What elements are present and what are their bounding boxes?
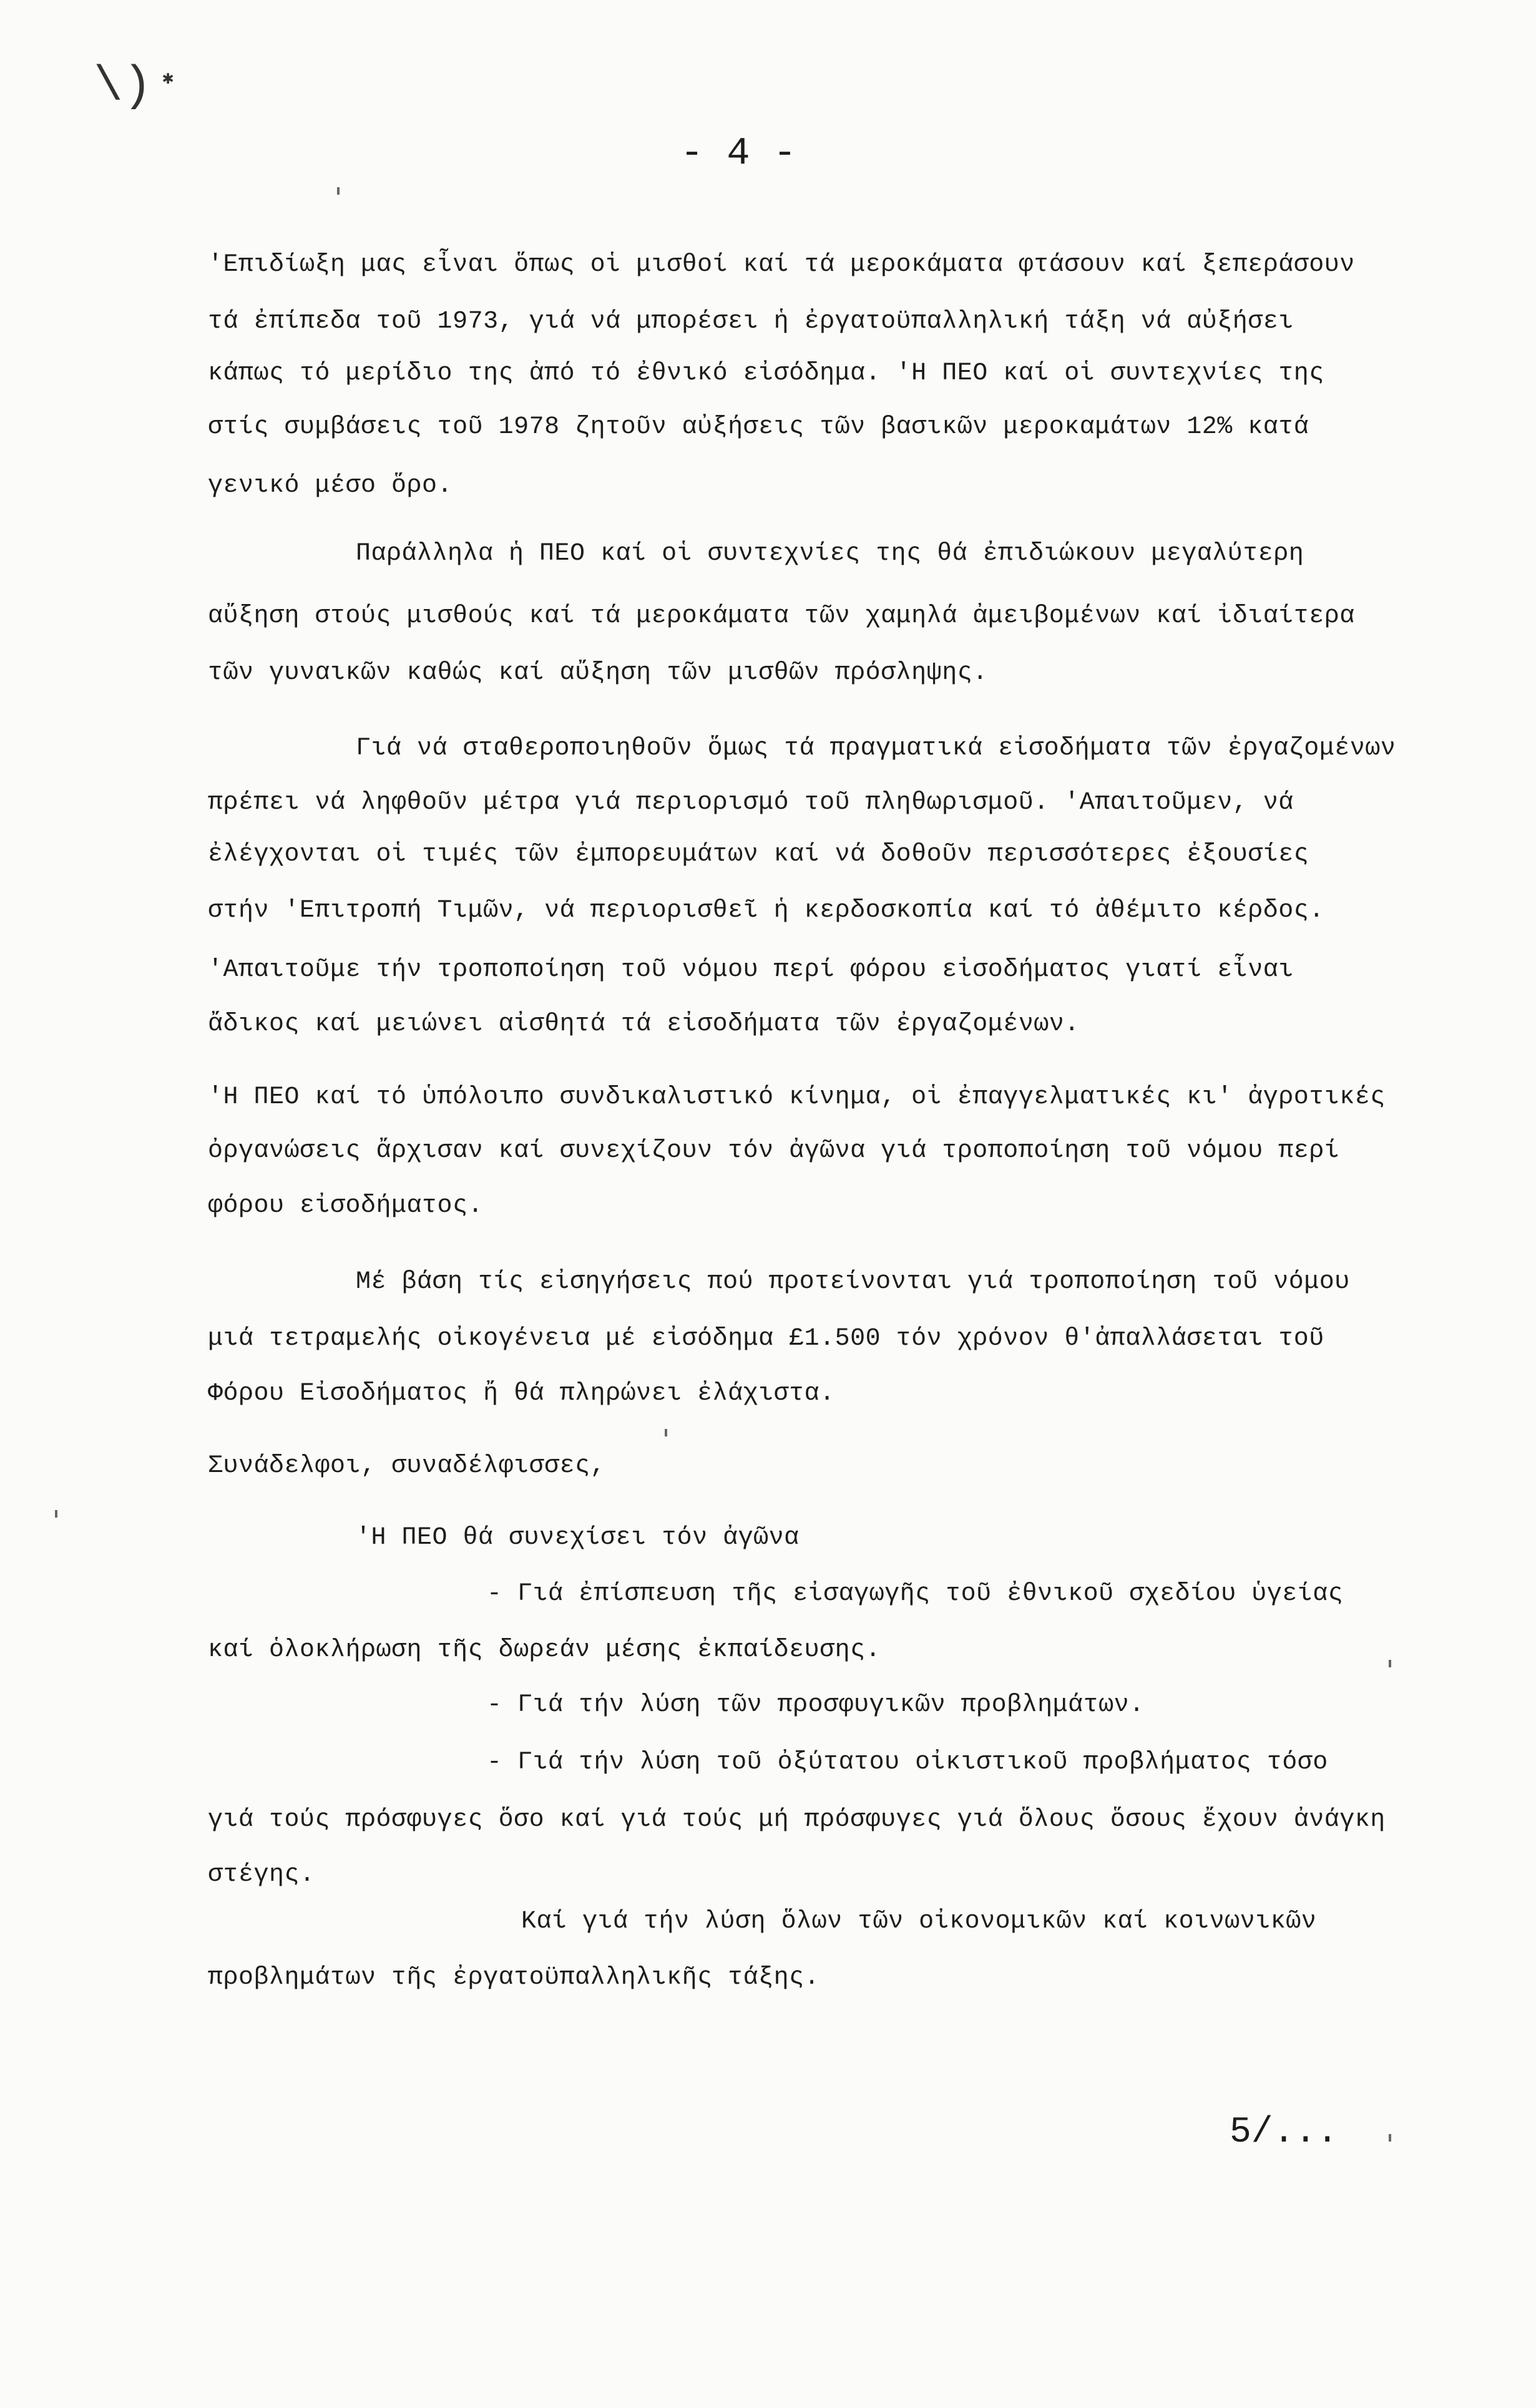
continuation-ref: 5/... xyxy=(1230,2112,1339,2153)
text-line: Παράλληλα ἡ ΠΕΟ καί οἱ συντεχνίες της θά ἐπιδιώκουν μεγαλύτερη xyxy=(356,540,1304,568)
text-line: φόρου εἰσοδήματος. xyxy=(208,1192,484,1220)
text-line: Καί γιά τήν λύση ὅλων τῶν οἰκονομικῶν καί κοινωνικῶν xyxy=(521,1908,1317,1936)
text-line: Γιά νά σταθεροποιηθοῦν ὅμως τά πραγματικά εἰσοδήματα τῶν ἐργαζομένων xyxy=(356,734,1396,763)
text-line: γενικό μέσο ὅρο. xyxy=(208,472,453,500)
text-line: ἐλέγχονται οἱ τιμές τῶν ἐμπορευμάτων καί νά δοθοῦν περισσότερες ἐξουσίες xyxy=(208,841,1309,869)
text-line: 'Απαιτοῦμε τήν τροποποίηση τοῦ νόμου περί φόρου εἰσοδήματος γιατί εἶναι xyxy=(208,956,1294,984)
text-line: μιά τετραμελής οἰκογένεια μέ εἰσόδημα £1.500 τόν χρόνον θ'ἀπαλλάσεται τοῦ xyxy=(208,1325,1324,1353)
text-line: ὀργανώσεις ἄρχισαν καί συνεχίζουν τόν ἀγῶνα γιά τροποποίηση τοῦ νόμου περί xyxy=(208,1137,1340,1165)
text-line: 'Η ΠΕΟ θά συνεχίσει τόν ἀγῶνα xyxy=(356,1524,800,1552)
text-line: Μέ βάση τίς εἰσηγήσεις πού προτείνονται γιά τροποποίηση τοῦ νόμου xyxy=(356,1268,1350,1296)
scan-speck xyxy=(665,1429,667,1436)
text-line: κάπως τό μερίδιο της ἀπό τό ἐθνικό εἰσόδημα. 'Η ΠΕΟ καί οἱ συντεχνίες της xyxy=(208,359,1324,388)
text-line: προβλημάτων τῆς ἐργατοϋπαλληλικῆς τάξης. xyxy=(208,1964,820,1992)
text-line: στέγης. xyxy=(208,1861,315,1889)
text-line: Φόρου Εἰσοδήματος ἤ θά πληρώνει ἐλάχιστα. xyxy=(208,1380,835,1408)
asterisk-mark-icon: ✱ xyxy=(162,69,174,90)
list-item: - Γιά τήν λύση τῶν προσφυγικῶν προβλημάτων. xyxy=(487,1691,1145,1719)
text-line: 'Η ΠΕΟ καί τό ὑπόλοιπο συνδικαλιστικό κίνημα, οἱ ἐπαγγελματικές κι' ἀγροτικές xyxy=(208,1083,1386,1111)
text-line: αὔξηση στούς μισθούς καί τά μεροκάματα τῶν χαμηλά ἀμειβομένων καί ἰδιαίτερα xyxy=(208,602,1355,630)
page-number: - 4 - xyxy=(680,131,797,175)
list-item: - Γιά τήν λύση τοῦ ὀξύτατου οἰκιστικοῦ προβλήματος τόσο xyxy=(487,1748,1328,1777)
salutation-line: Συνάδελφοι, συναδέλφισσες, xyxy=(208,1452,606,1480)
text-line: γιά τούς πρόσφυγες ὅσο καί γιά τούς μή πρόσφυγες γιά ὅλους ὅσους ἔχουν ἀνάγκη xyxy=(208,1806,1386,1834)
text-line: στίς συμβάσεις τοῦ 1978 ζητοῦν αὐξήσεις τῶν βασικῶν μεροκαμάτων 12% κατά xyxy=(208,413,1309,441)
scan-speck xyxy=(55,1510,57,1518)
scan-speck xyxy=(1389,2134,1391,2142)
text-line: τῶν γυναικῶν καθώς καί αὔξηση τῶν μισθῶν πρόσληψης. xyxy=(208,659,988,687)
scan-speck xyxy=(337,187,340,195)
handwritten-mark xyxy=(94,59,174,114)
text-line: 'Επιδίωξη μας εἶναι ὅπως οἱ μισθοί καί τά μεροκάματα φτάσουν καί ξεπεράσουν xyxy=(208,251,1355,279)
text-line: καί ὁλοκλήρωση τῆς δωρεάν μέσης ἐκπαίδευσης. xyxy=(208,1636,881,1664)
corner-mark-text: \) xyxy=(94,59,152,114)
text-line: τά ἐπίπεδα τοῦ 1973, γιά νά μπορέσει ἡ ἐργατοϋπαλληλική τάξη νά αὐξήσει xyxy=(208,308,1294,336)
text-line: πρέπει νά ληφθοῦν μέτρα γιά περιορισμό τοῦ πληθωρισμοῦ. 'Απαιτοῦμεν, νά xyxy=(208,789,1294,817)
text-line: στήν 'Επιτροπή Τιμῶν, νά περιορισθεῖ ἡ κερδοσκοπία καί τό ἀθέμιτο κέρδος. xyxy=(208,897,1324,925)
scan-speck xyxy=(1389,1660,1391,1667)
list-item: - Γιά ἐπίσπευση τῆς εἰσαγωγῆς τοῦ ἐθνικοῦ σχεδίου ὑγείας xyxy=(487,1580,1344,1608)
text-line: ἄδικος καί μειώνει αἰσθητά τά εἰσοδήματα τῶν ἐργαζομένων. xyxy=(208,1010,1080,1038)
